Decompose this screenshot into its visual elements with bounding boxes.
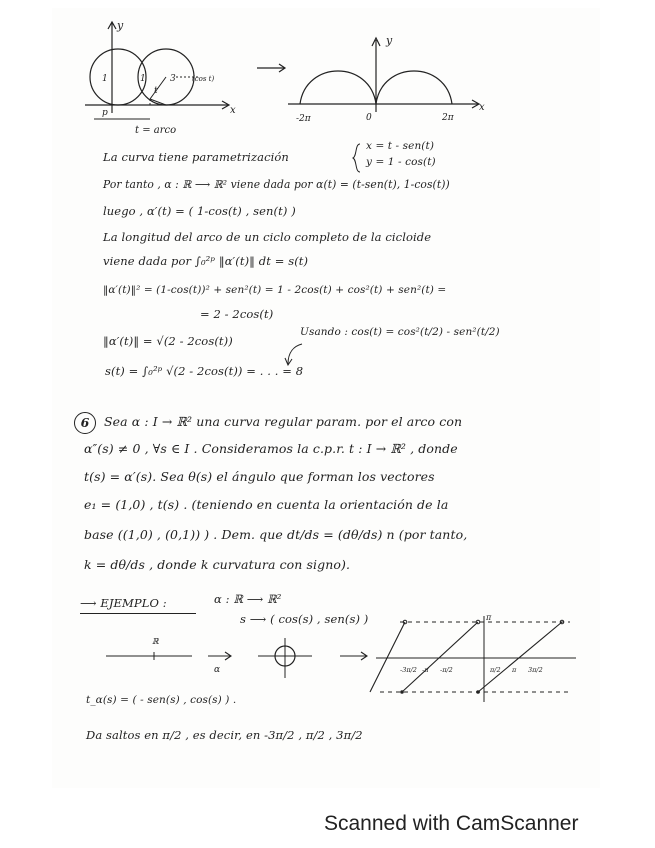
param-y: y = 1 - cos(t) xyxy=(366,156,436,168)
fig1-three-label: 3 xyxy=(170,74,176,84)
fig1-x-label: x xyxy=(230,105,236,116)
tick-neg-3pi-2: -3π/2 xyxy=(400,666,417,674)
problem-number: 6 xyxy=(74,412,96,434)
example-R-label: ℝ xyxy=(152,637,159,646)
example-diagram xyxy=(100,612,580,704)
problem-line-6: k = dθ/ds , donde k curvatura con signo). xyxy=(84,557,351,572)
camscanner-footer: Scanned with CamScanner xyxy=(324,812,579,835)
cycloid-graph-figure xyxy=(282,30,492,128)
fig1-one-left: 1 xyxy=(102,74,108,84)
line-equals-2: = 2 - 2cos(t) xyxy=(200,307,274,321)
tick-neg-pi-2: -π/2 xyxy=(440,666,453,674)
example-label: ⟶ EJEMPLO : xyxy=(80,596,167,610)
cycloid-construction-figure xyxy=(80,15,250,135)
line-luego: luego , α′(t) = ( 1-cos(t) , sen(t) ) xyxy=(103,204,296,218)
tick-3pi-2: 3π/2 xyxy=(528,666,543,674)
example-map-2: s ⟶ ( cos(s) , sen(s) ) xyxy=(240,612,369,626)
hint-arrow-icon xyxy=(284,340,306,366)
fig2-x-label: x xyxy=(479,102,485,113)
line-norm-squared: ‖α′(t)‖² = (1-cos(t))² + sen²(t) = 1 - 2cos(t) + cos²(t) + sen²(t) = xyxy=(103,284,447,296)
fig2-y-label: y xyxy=(386,34,393,47)
tick-neg-pi: -π xyxy=(422,666,429,674)
tick-pi-2: π/2 xyxy=(490,666,501,674)
problem-line-2: α″(s) ≠ 0 , ∀s ∈ I . Consideramos la c.p.r. t : I → ℝ² , donde xyxy=(84,441,458,456)
fig2-two-pi: 2π xyxy=(442,113,454,123)
fig1-p-label: p xyxy=(102,108,108,118)
fig1-t-arc-label: t = arco xyxy=(135,125,177,135)
line-norm: ‖α′(t)‖ = √(2 - 2cos(t)) xyxy=(103,334,233,348)
fig2-minus-2pi: -2π xyxy=(296,114,311,124)
fig1-one-mid: 1 xyxy=(140,74,146,84)
line-por-tanto: Por tanto , α : ℝ ⟶ ℝ² viene dada por α(t) = (t-sen(t), 1-cos(t)) xyxy=(103,178,450,191)
tick-pi: π xyxy=(512,666,517,674)
problem-line-1: Sea α : I → ℝ² una curva regular param. por el arco con xyxy=(104,414,463,429)
example-tangent: t_α(s) = ( - sen(s) , cos(s) ) . xyxy=(86,694,237,706)
fig2-zero: 0 xyxy=(366,113,372,123)
example-pi-label: π xyxy=(486,613,492,622)
line-arc-length: s(t) = ∫₀²ᵖ √(2 - 2cos(t)) = . . . = 8 xyxy=(105,364,304,378)
example-map-1: α : ℝ ⟶ ℝ² xyxy=(214,592,282,606)
fig1-t-label: t xyxy=(154,86,158,96)
example-alpha-label: α xyxy=(214,665,221,675)
problem-line-3: t(s) = α′(s). Sea θ(s) el ángulo que forman los vectores xyxy=(84,469,435,484)
line-usando: Usando : cos(t) = cos²(t/2) - sen²(t/2) xyxy=(300,326,500,338)
line-longitud: La longitud del arco de un ciclo completo de la cicloide xyxy=(103,230,432,244)
line-parametrization: La curva tiene parametrización xyxy=(103,150,289,164)
param-x: x = t - sen(t) xyxy=(366,140,435,152)
brace-icon xyxy=(352,143,362,173)
fig1-cos-label: (cos t) xyxy=(192,75,215,83)
example-jumps: Da saltos en π/2 , es decir, en -3π/2 , π/2 , 3π/2 xyxy=(86,728,363,742)
problem-line-5: base ((1,0) , (0,1)) ) . Dem. que dt/ds = (dθ/ds) n (por tanto, xyxy=(84,527,468,542)
problem-line-4: e₁ = (1,0) , t(s) . (teniendo en cuenta la orientación de la xyxy=(84,497,449,512)
fig1-y-label: y xyxy=(117,19,124,32)
line-viene-dada: viene dada por ∫₀²ᵖ ‖α′(t)‖ dt = s(t) xyxy=(103,254,309,268)
